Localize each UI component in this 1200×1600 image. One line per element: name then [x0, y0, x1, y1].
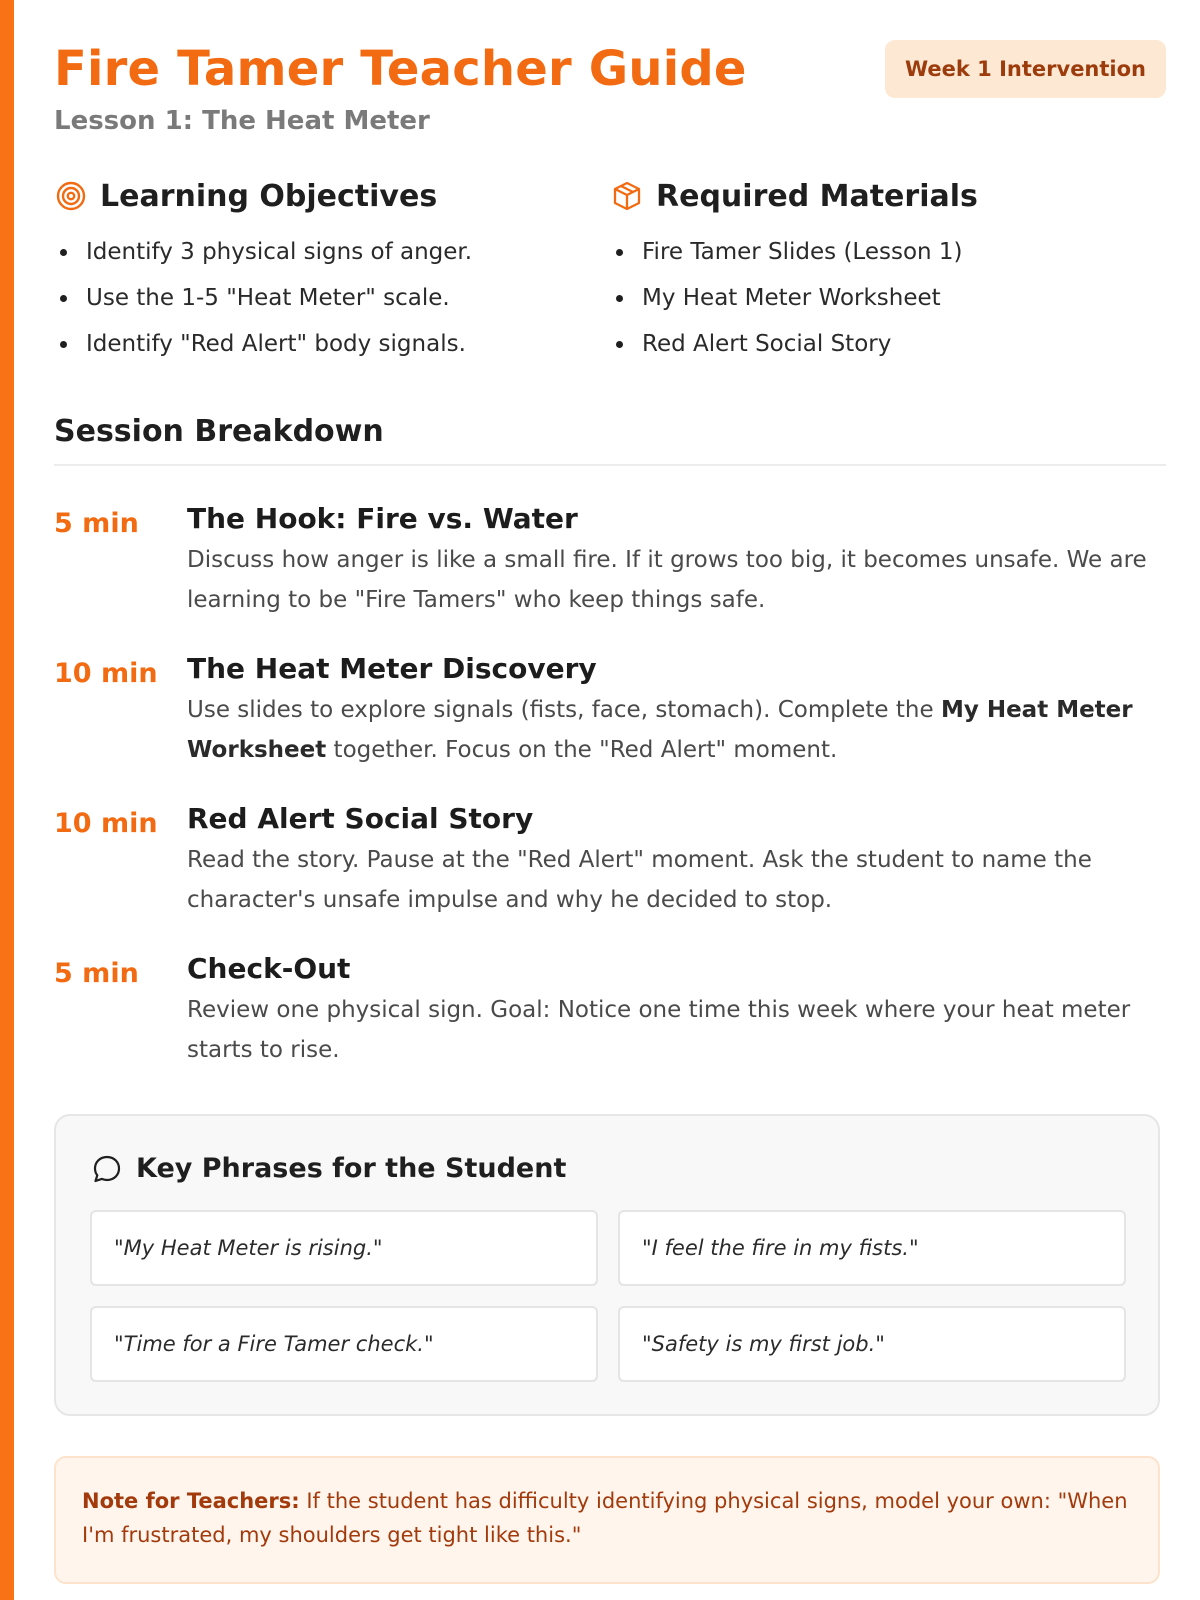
key-phrases-heading: Key Phrases for the Student — [136, 1153, 567, 1184]
session-time: 10 min — [54, 808, 158, 839]
list-item: Red Alert Social Story — [610, 330, 1166, 358]
objectives-heading: Learning Objectives — [100, 178, 438, 214]
session-description: Read the story. Pause at the "Red Alert" moment. Ask the student to name the character's unsafe impulse and why he decided to stop. — [187, 847, 1092, 913]
key-phrases-card — [54, 1114, 1160, 1416]
session-title: The Heat Meter Discovery — [187, 652, 597, 685]
required-materials-section — [610, 176, 1166, 376]
session-time: 5 min — [54, 508, 139, 539]
session-breakdown-heading: Session Breakdown — [54, 414, 1166, 466]
worksheet-emphasis: My Heat Meter Worksheet — [187, 697, 1133, 763]
phrase-card: "My Heat Meter is rising." — [90, 1210, 598, 1286]
materials-list — [610, 238, 1166, 358]
list-item: Identify 3 physical signs of anger. — [54, 238, 610, 266]
speech-bubble-icon — [90, 1152, 124, 1186]
session-item — [54, 802, 1166, 920]
box-icon — [610, 179, 644, 213]
session-title: Red Alert Social Story — [187, 802, 534, 835]
week-badge: Week 1 Intervention — [885, 40, 1166, 98]
page-title: Fire Tamer Teacher Guide — [54, 41, 747, 97]
target-icon — [54, 179, 88, 213]
list-item: Use the 1-5 "Heat Meter" scale. — [54, 284, 610, 312]
list-item: Identify "Red Alert" body signals. — [54, 330, 610, 358]
objectives-materials-columns — [54, 176, 1166, 376]
session-time: 10 min — [54, 658, 158, 689]
session-item — [54, 502, 1166, 620]
note-text: If the student has difficulty identifying physical signs, model your own: "When I'm frustrated, my shoulders get tight like this." — [82, 1489, 1128, 1547]
phrase-card: "Safety is my first job." — [618, 1306, 1126, 1382]
phrase-card: "Time for a Fire Tamer check." — [90, 1306, 598, 1382]
phrase-grid — [90, 1210, 1124, 1382]
list-item: Fire Tamer Slides (Lesson 1) — [610, 238, 1166, 266]
session-description: Review one physical sign. Goal: Notice one time this week where your heat meter starts to rise. — [187, 997, 1131, 1063]
objectives-list — [54, 238, 610, 358]
session-list — [54, 502, 1166, 1070]
lesson-subtitle: Lesson 1: The Heat Meter — [54, 106, 430, 136]
session-item — [54, 952, 1166, 1070]
session-item — [54, 652, 1166, 770]
guide-header — [54, 40, 1166, 140]
learning-objectives-section — [54, 176, 610, 376]
list-item: My Heat Meter Worksheet — [610, 284, 1166, 312]
phrase-card: "I feel the fire in my fists." — [618, 1210, 1126, 1286]
note-label: Note for Teachers: — [82, 1489, 300, 1513]
materials-heading: Required Materials — [656, 178, 978, 214]
teacher-note — [54, 1456, 1160, 1584]
session-description: Use slides to explore signals (fists, face, stomach). Complete the My Heat Meter Worksheet together. Focus on the "Red Alert" moment. — [187, 697, 1133, 763]
session-time: 5 min — [54, 958, 139, 989]
session-description: Discuss how anger is like a small fire. If it grows too big, it becomes unsafe. We are learning to be "Fire Tamers" who keep things safe. — [187, 547, 1147, 613]
session-title: Check-Out — [187, 952, 351, 985]
session-title: The Hook: Fire vs. Water — [187, 502, 578, 535]
